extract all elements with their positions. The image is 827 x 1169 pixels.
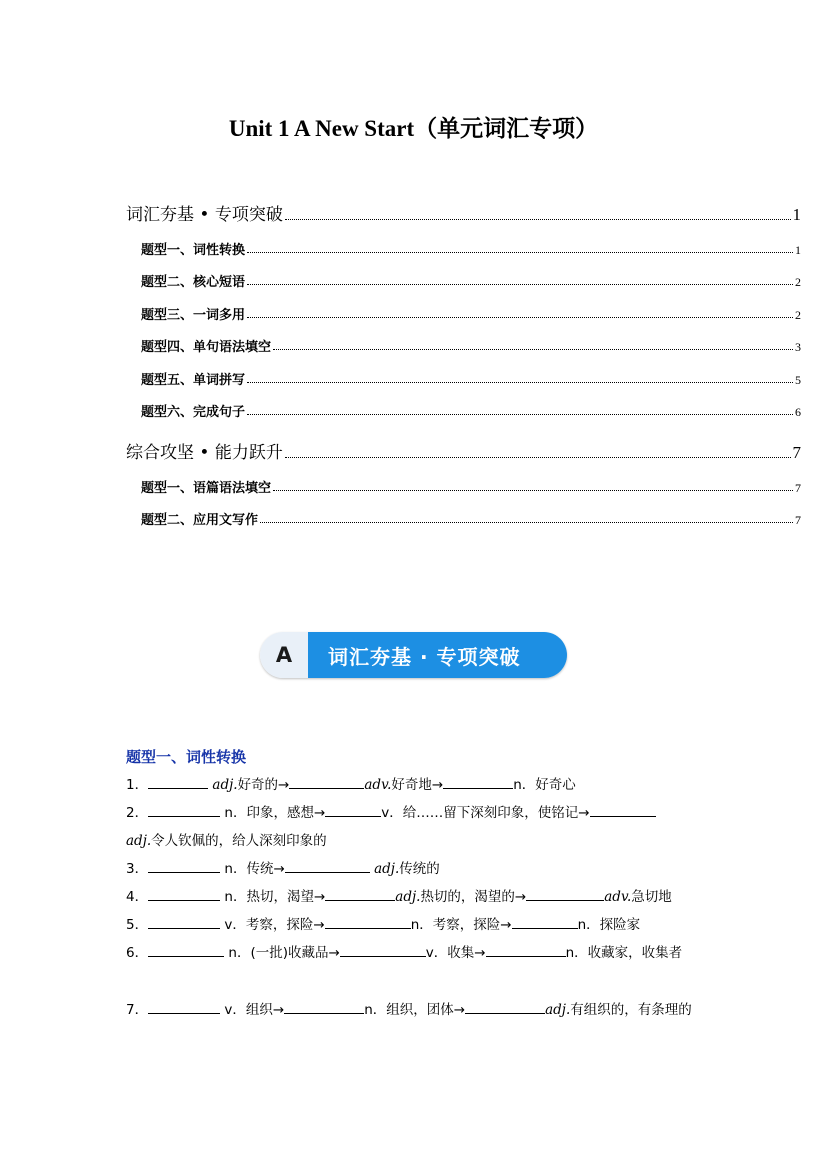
- toc-leader: [247, 381, 793, 383]
- question-3: [126, 855, 706, 883]
- toc-page: 2: [795, 308, 801, 322]
- answer-blank[interactable]: [148, 999, 220, 1014]
- pos-tag: adj.: [395, 889, 421, 905]
- toc-label: 题型六、完成句子: [141, 405, 246, 420]
- answer-blank[interactable]: [148, 942, 224, 957]
- toc-entry-sec1[interactable]: [126, 200, 801, 225]
- pos-tag: adv.: [604, 889, 632, 905]
- definition: 令人钦佩的，给人深刻印象的: [151, 833, 327, 849]
- question-number: 5．: [126, 917, 149, 933]
- toc-label: 词汇夯基 • 专项突破: [126, 205, 283, 225]
- banner-letter: A: [260, 632, 308, 678]
- toc-leader: [285, 456, 791, 458]
- pos-tag: adv.: [364, 777, 392, 793]
- toc-label: 综合攻坚 • 能力跃升: [126, 443, 283, 463]
- toc-leader: [247, 283, 793, 285]
- toc-entry-sec2[interactable]: [126, 438, 801, 463]
- question-5: [126, 911, 706, 939]
- answer-blank[interactable]: [325, 886, 395, 901]
- definition: n．好奇心: [513, 777, 576, 793]
- toc-page: 7: [795, 513, 801, 527]
- definition: 好奇地→: [391, 777, 444, 793]
- section-banner: [260, 632, 567, 678]
- toc-entry[interactable]: [141, 336, 801, 355]
- answer-blank[interactable]: [325, 802, 381, 817]
- toc-entry[interactable]: [141, 239, 801, 258]
- question-number: 2．: [126, 805, 149, 821]
- question-number: 4．: [126, 889, 149, 905]
- answer-blank[interactable]: [512, 914, 578, 929]
- pos-tag: adj.: [374, 861, 400, 877]
- toc-label: 题型五、单词拼写: [141, 373, 246, 388]
- answer-blank[interactable]: [289, 774, 364, 789]
- toc-label: 题型一、词性转换: [141, 243, 246, 258]
- definition: 热切的，渴望的→: [420, 889, 527, 905]
- answer-blank[interactable]: [443, 774, 513, 789]
- toc-entry[interactable]: [141, 509, 801, 528]
- toc-leader: [285, 218, 791, 220]
- toc-label: 题型二、核心短语: [141, 275, 246, 290]
- question-number: 7．: [126, 1002, 149, 1018]
- toc-leader: [247, 251, 793, 253]
- definition: n．探险家: [577, 917, 641, 933]
- toc-entry[interactable]: [141, 369, 801, 388]
- question-4: [126, 883, 706, 911]
- definition: n．印象，感想→: [220, 805, 326, 821]
- toc-leader: [247, 413, 793, 415]
- toc-page: 1: [795, 243, 801, 257]
- pos-tag: adj.: [545, 1002, 571, 1018]
- question-6: [126, 939, 706, 967]
- page-title: Unit 1 A New Start（单元词汇专项）: [228, 116, 599, 141]
- definition: v．给……留下深刻印象，使铭记→: [381, 805, 590, 821]
- toc-leader: [260, 521, 793, 523]
- answer-blank[interactable]: [590, 802, 656, 817]
- toc-leader: [247, 316, 793, 318]
- banner-text: 词汇夯基 · 专项突破: [308, 632, 567, 678]
- definition: n．传统→: [220, 861, 285, 877]
- question-7: [126, 996, 706, 1024]
- definition: 好奇的→: [237, 777, 290, 793]
- pos-tag: adj.: [212, 777, 238, 793]
- question-1: [126, 771, 706, 799]
- answer-blank[interactable]: [284, 999, 364, 1014]
- definition: v．收集→: [425, 945, 486, 961]
- answer-blank[interactable]: [465, 999, 545, 1014]
- toc-leader: [273, 489, 793, 491]
- answer-blank[interactable]: [148, 886, 220, 901]
- answer-blank[interactable]: [148, 774, 208, 789]
- definition: n．考察，探险→: [410, 917, 512, 933]
- answer-blank[interactable]: [148, 858, 220, 873]
- definition: n．热切，渴望→: [220, 889, 326, 905]
- definition: n．组织，团体→: [364, 1002, 466, 1018]
- definition: v．组织→: [220, 1002, 285, 1018]
- toc-leader: [273, 348, 793, 350]
- toc-label: 题型三、一词多用: [141, 308, 246, 323]
- toc-page: 1: [792, 205, 801, 224]
- toc-entry[interactable]: [141, 401, 801, 420]
- definition: 有组织的，有条理的: [570, 1002, 692, 1018]
- answer-blank[interactable]: [340, 942, 426, 957]
- question-number: 1．: [126, 777, 149, 793]
- toc-page: 3: [795, 340, 801, 354]
- answer-blank[interactable]: [148, 802, 220, 817]
- answer-blank[interactable]: [526, 886, 604, 901]
- toc-label: 题型二、应用文写作: [141, 513, 259, 528]
- toc-entry[interactable]: [141, 304, 801, 323]
- section-heading: 题型一、词性转换: [126, 748, 247, 766]
- toc-label: 题型四、单句语法填空: [141, 340, 272, 355]
- definition: 传统的: [399, 861, 440, 877]
- definition: n．收藏家，收集者: [565, 945, 683, 961]
- answer-blank[interactable]: [486, 942, 566, 957]
- toc-page: 5: [795, 373, 801, 387]
- toc-label: 题型一、语篇语法填空: [141, 481, 272, 496]
- toc-page: 7: [795, 481, 801, 495]
- answer-blank[interactable]: [325, 914, 411, 929]
- question-2: [126, 799, 706, 855]
- question-number: 3．: [126, 861, 149, 877]
- answer-blank[interactable]: [285, 858, 370, 873]
- toc-entry[interactable]: [141, 271, 801, 290]
- definition: n．(一批)收藏品→: [224, 945, 340, 961]
- toc-entry[interactable]: [141, 477, 801, 496]
- answer-blank[interactable]: [148, 914, 220, 929]
- toc-page: 6: [795, 405, 801, 419]
- definition: 急切地: [631, 889, 672, 905]
- toc-page: 2: [795, 275, 801, 289]
- definition: v．考察，探险→: [220, 917, 325, 933]
- toc-page: 7: [792, 443, 801, 462]
- question-number: 6．: [126, 945, 149, 961]
- pos-tag: adj.: [126, 833, 152, 849]
